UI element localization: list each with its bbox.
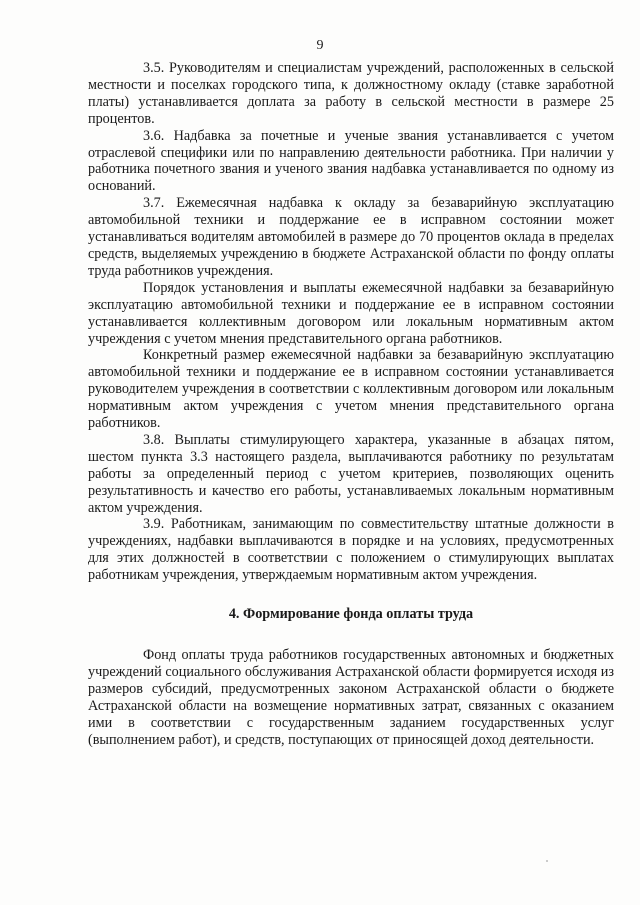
document-body [88, 60, 614, 748]
section-heading: 4. Формирование фонда оплаты труда [228, 606, 474, 623]
paragraph-wage-fund: Фонд оплаты труда работников государственных автономных и бюджетных учреждений социального обслуживания Астраханской области формируется исходя из размеров субсидий, предусмотренных законом Астраханской области о бюджете Астраханской области на возмещение нормативных затрат, связанных с оказанием ими в соответствии с государственным заданием государственных услуг (выполнением работ), и средств, поступающих от приносящей доход деятельности. [88, 647, 614, 748]
paragraph-3-7-procedure: Порядок установления и выплаты ежемесячной надбавки за безаварийную эксплуатацию автомобильной техники и поддержание ее в исправном состоянии устанавливается коллективным договором или локальным нормативным актом учреждения с учетом мнения представительного органа работников. [88, 279, 614, 347]
paragraph-3-6: 3.6. Надбавка за почетные и ученые звания устанавливается с учетом отраслевой специфики или по направлению деятельности работника. При наличии у работника почетного звания и ученого звания надбавка устанавливается по одному из оснований. [88, 127, 614, 195]
paragraph-3-8: 3.8. Выплаты стимулирующего характера, указанные в абзацах пятом, шестом пункта 3.3 настоящего раздела, выплачиваются работнику по результатам работы за определенный период с учетом критериев, позволяющих оценить результативность и качество его работы, устанавливаемых локальным нормативным актом учреждения. [88, 431, 614, 516]
paragraph-3-9: 3.9. Работникам, занимающим по совместительству штатные должности в учреждениях, надбавки выплачиваются в порядке и на условиях, предусмотренных для этих должностей в соответствии с положением о стимулирующих выплатах работникам учреждения, утверждаемым нормативным актом учреждения. [88, 516, 614, 584]
paragraph-3-7: 3.7. Ежемесячная надбавка к окладу за безаварийную эксплуатацию автомобильной техники и поддержание ее в исправном состоянии может устанавливаться водителям автомобилей в размере до 70 процентов оклада в пределах средств, выделяемых учреждению в бюджете Астраханской области по фонду оплаты труда работников учреждения. [88, 195, 614, 279]
paragraph-3-7-amount: Конкретный размер ежемесячной надбавки за безаварийную эксплуатацию автомобильной техники и поддержание ее в исправном состоянии устанавливается руководителем учреждения в соответствии с коллективным договором или локальным нормативным актом учреждения с учетом мнения представительного органа работников. [88, 347, 614, 432]
scan-speck [546, 860, 548, 862]
paragraph-3-5: 3.5. Руководителям и специалистам учреждений, расположенных в сельской местности и поселках городского типа, к должностному окладу (ставке заработной платы) устанавливается доплата за работу в сельской местности в размере 25 процентов. [88, 60, 614, 127]
page-number: 9 [316, 38, 324, 53]
